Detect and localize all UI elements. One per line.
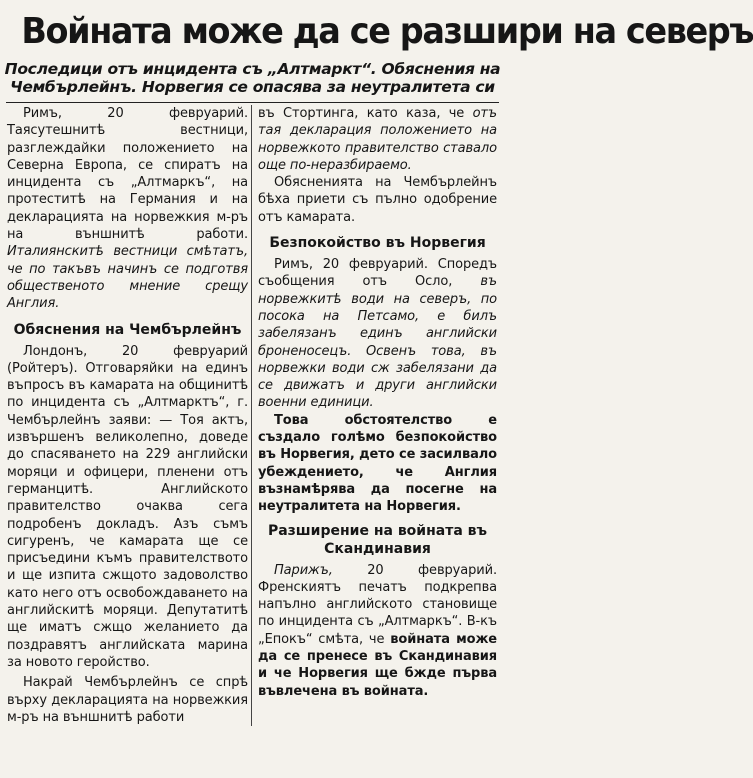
paragraph-approval: Обясненията на Чембърлейнъ бѣха приети съ пълно одобрение отъ камарата. (258, 175, 497, 225)
paragraph-text: Римъ, 20 февруарий. Споредъ съобщения отъ Осло, (258, 257, 497, 290)
section-heading-scandinavia: Разширение на войната въ Скандинавия (267, 522, 488, 557)
article-columns (4, 105, 501, 726)
section-heading-norway-concern: Безпокойство въ Норвегия (269, 235, 486, 252)
italic-text: отъ тая декларация положението на норвежкото правителство ставало още по-неразбираемо. (258, 106, 497, 173)
italic-text: Италиянскитѣ вестници смѣтатъ, че по такъвъ начинъ се подготвя общественото мнение срещу Англия. (7, 244, 248, 312)
left-column (4, 105, 252, 726)
paragraph-oslo-report (258, 256, 497, 412)
paragraph-storting (258, 105, 497, 174)
paragraph-text: въ Стортинга, като каза, че (258, 106, 473, 121)
header-rule (6, 102, 499, 103)
paragraph-paris (258, 562, 497, 700)
paragraph-text: 20 февруарий. Френскиятъ печатъ подкрепва напълно английското становище по инцидента съ „Алтмаркъ“. В-къ „Епокъ“ смѣта, че (258, 562, 497, 647)
headline: Войната може да се разшири на северъ (21, 11, 753, 52)
paragraph-chamberlain-end: Накрай Чембърлейнъ се спрѣ върху декларацията на норвежкия м-ръ на външнитѣ работи (7, 675, 248, 725)
bold-text: войната може да се пренесе въ Скандинавия и че Норвегия ще бжде първа въвлечена въ войната. (258, 631, 498, 699)
paragraph-london: Лондонъ, 20 февруарий (Ройтеръ). Отговаряйки на единъ въпросъ въ камарата на общинитѣ по инцидента съ „Алтмарктъ“, г. Чембърлейнъ заяви: — Тоя актъ, извършенъ великолепно, доведе до спасяването на 229 английски моряци и офицери, пленени отъ германцитѣ. Английското правителство очаква сега подробенъ докладъ. Азъ съмъ сигуренъ, че камарата ще се присъедини къмъ правителството и ще изпита сжщото задоволство като него отъ освобождаването на английскитѣ моряци. Депутатитѣ ще иматъ сжщо желанието да поздравятъ английската марина за новото геройство. (7, 343, 248, 670)
paragraph-rome-press (7, 105, 248, 313)
italic-text: Парижъ, (274, 562, 368, 578)
italic-text: въ норвежкитѣ води на северъ, по посока на Петсамо, е билъ забелязанъ единъ английски броненосецъ. Освенъ това, въ норвежки води сж забелязани да се движатъ и други английски военни единици. (258, 274, 497, 411)
subheadline: Последици отъ инцидента съ „Алтмаркт“. Обяснения на Чембърлейнъ. Норвегия се опасява за неутралитета си (4, 60, 501, 96)
right-column (252, 105, 500, 726)
paragraph-concern-bold: Това обстоятелство е създало голѣмо безпокойство въ Норвегия, дето се засилвало убеждението, че Англия възнамѣрява да посегне на неутралитета на Норвегия. (258, 412, 497, 515)
paragraph-text: Римъ, 20 февруарий. Таясутешнитѣ вестници, разглеждайки положението на Северна Европа, се спиратъ на инцидента съ „Алтмаркъ“, на протеститѣ на Германия и на декларацията на норвежкия м-ръ на външнитѣ работи. (7, 106, 248, 243)
section-heading-chamberlain: Обяснения на Чембърлейнъ (13, 321, 242, 338)
